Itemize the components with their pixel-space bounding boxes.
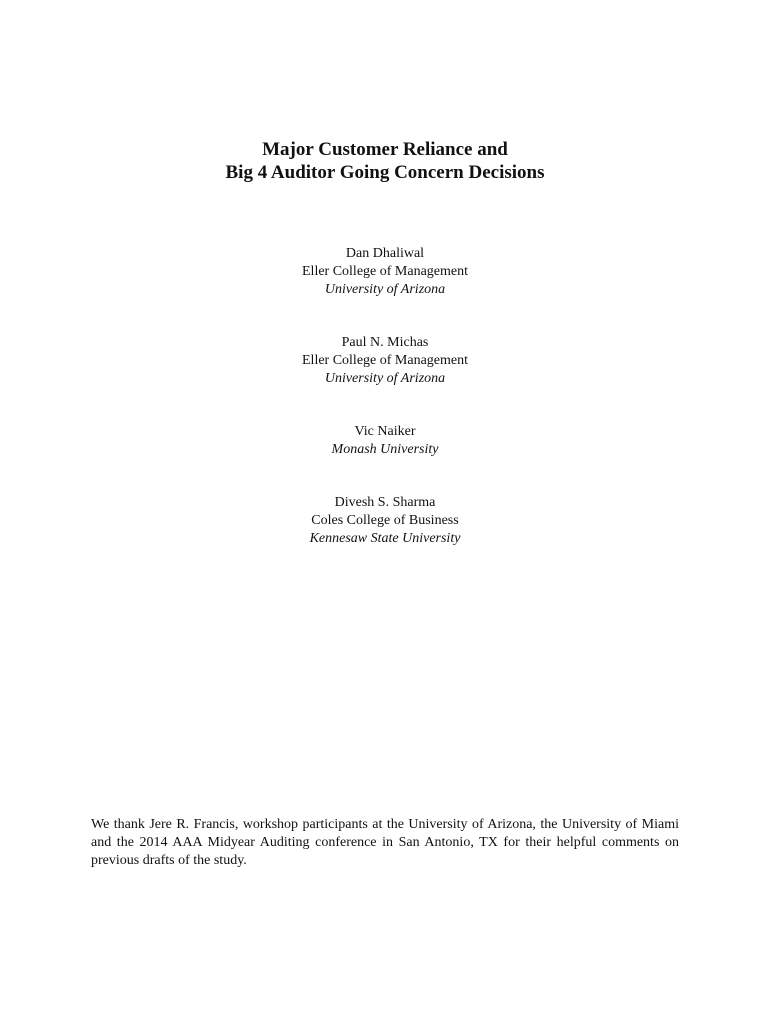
title-line-1: Major Customer Reliance and <box>262 139 508 160</box>
author-block-2 <box>0 334 770 388</box>
acknowledgement-text: We thank Jere R. Francis, workshop participants at the University of Arizona, the University of Miami and the 2014 AAA Midyear Auditing conference in San Antonio, TX for their helpful comments on previous drafts of the study. <box>91 817 679 868</box>
author-institution: Kennesaw State University <box>309 531 461 546</box>
author-department: Eller College of Management <box>302 264 468 279</box>
author-name: Vic Naiker <box>354 424 416 439</box>
title-line-2: Big 4 Auditor Going Concern Decisions <box>225 162 545 183</box>
author-name: Paul N. Michas <box>341 335 429 350</box>
author-block-1 <box>0 245 770 299</box>
author-department: Eller College of Management <box>302 353 468 368</box>
author-institution: University of Arizona <box>324 371 446 386</box>
author-name: Divesh S. Sharma <box>334 495 436 510</box>
author-block-3 <box>0 423 770 459</box>
paper-title <box>0 138 770 184</box>
author-institution: University of Arizona <box>324 282 446 297</box>
author-block-4 <box>0 494 770 548</box>
author-institution: Monash University <box>331 442 439 457</box>
author-department: Coles College of Business <box>311 513 459 528</box>
author-name: Dan Dhaliwal <box>345 246 425 261</box>
